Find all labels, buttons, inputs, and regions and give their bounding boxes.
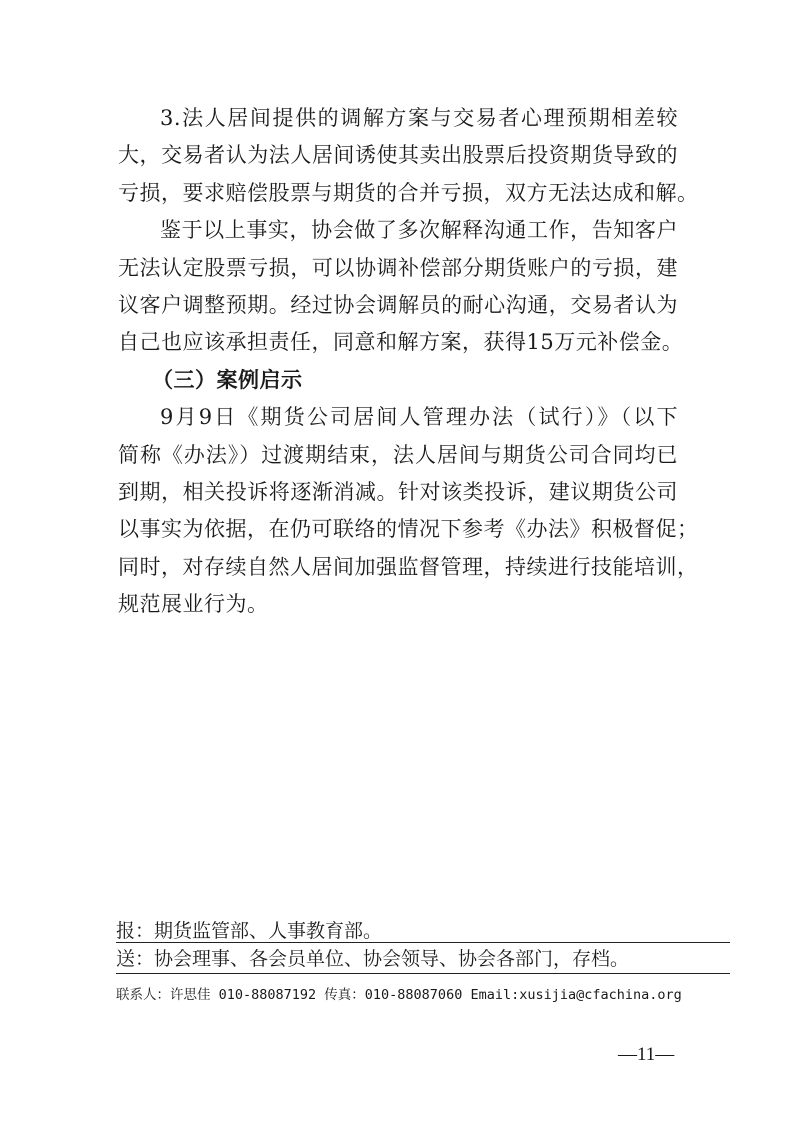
paragraph-line: 自己也应该承担责任，同意和解方案，获得15万元补偿金。 [118, 330, 684, 355]
footer-send-to [116, 942, 730, 976]
paragraph-line: 亏损，要求赔偿股票与期货的合并亏损，双方无法达成和解。 [118, 180, 699, 205]
paragraph-line: 大，交易者认为法人居间诱使其卖出股票后投资期货导致的 [118, 143, 678, 168]
paragraph-line: 同时，对存续自然人居间加强监督管理，持续进行技能培训， [118, 554, 699, 579]
paragraph-line: 简称《办法》）过渡期结束，法人居间与期货公司合同均已 [118, 442, 678, 467]
paragraph-line: 议客户调整预期。经过协会调解员的耐心沟通，交易者认为 [118, 292, 678, 317]
paragraph-line: 9月9日《期货公司居间人管理办法（试行）》（以下 [160, 405, 678, 430]
paragraph-line: 无法认定股票亏损，可以协调补偿部分期货账户的亏损，建 [118, 255, 678, 280]
page-number: —11— [618, 1044, 675, 1065]
section-heading: （三）案例启示 [152, 367, 303, 392]
body-text [118, 100, 699, 623]
paragraph-line: 以事实为依据，在仍可联络的情况下参考《办法》积极督促； [118, 517, 699, 542]
paragraph-line: 到期，相关投诉将逐渐消减。针对该类投诉，建议期货公司 [118, 479, 678, 504]
send-to-line: 送：协会理事、各会员单位、协会领导、协会各部门，存档。 [116, 948, 630, 970]
footer-divider [116, 973, 730, 974]
contact-info: 联系人：许思佳 010-88087192 传真：010-88087060 Email:xusijia@cfachina.org [116, 987, 682, 1003]
paragraph-line: 3.法人居间提供的调解方案与交易者心理预期相差较 [160, 106, 678, 130]
paragraph-line: 鉴于以上事实，协会做了多次解释沟通工作，告知客户 [160, 218, 678, 243]
report-to-line: 报：期货监管部、人事教育部。 [116, 920, 383, 942]
paragraph-line: 规范展业行为。 [118, 592, 269, 617]
